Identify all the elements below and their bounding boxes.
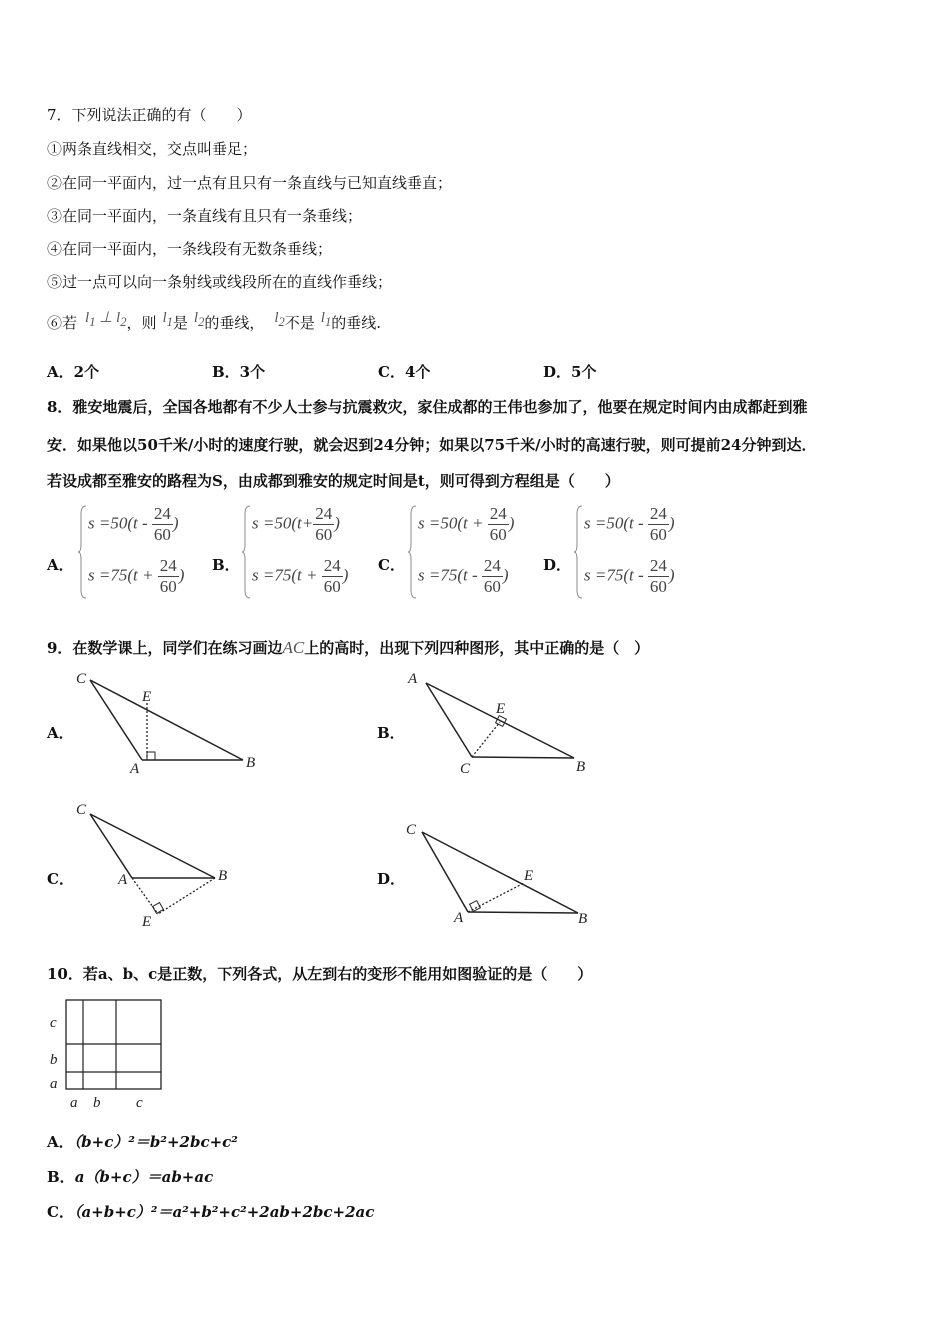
perp-symbol: ⊥ <box>99 310 113 326</box>
label-b: B <box>578 911 588 927</box>
frac-num: 24 <box>159 556 177 575</box>
q7-item-1: ①两条直线相交，交点叫垂足； <box>47 140 258 158</box>
q8-option-c-label[interactable]: C． <box>378 556 405 574</box>
label-e: E <box>496 701 506 717</box>
label-c: C <box>76 802 87 818</box>
q8-option-d-system[interactable] <box>574 504 699 602</box>
q10-option-c-text: （a+b+c）²＝a²+b²+c²+2ab+2bc+2ac <box>73 1203 375 1221</box>
frac-num: 24 <box>483 556 501 575</box>
q9-figure-b[interactable] <box>400 665 600 780</box>
q10-option-a-label: A． <box>47 1133 74 1151</box>
l2-subscript-2: 2 <box>198 315 205 329</box>
eq2-left: s =75(t - <box>418 565 482 585</box>
q7-item-6 <box>47 312 381 336</box>
q8-stem-line-2: 安．如果他以50千米/小时的速度行驶，就会迟到24分钟；如果以75千米/小时的高速行驶，则可提前24分钟到达． <box>47 436 817 454</box>
frac-num: 24 <box>153 504 171 523</box>
q9-figure-a[interactable] <box>70 665 270 780</box>
q10-option-a[interactable] <box>47 1131 238 1152</box>
eq1-left: s =50(t - <box>88 513 152 533</box>
label-e: E <box>142 689 152 705</box>
frac-num: 24 <box>315 504 333 523</box>
q10-option-c-label: C． <box>47 1203 74 1221</box>
q8-option-a-label[interactable]: A． <box>47 556 74 574</box>
q7-option-b[interactable]: B．3个 <box>212 363 266 381</box>
q7-option-a[interactable]: A．2个 <box>47 363 100 381</box>
q9-stem-post: 上的高时，出现下列四种图形，其中正确的是（ ） <box>304 639 650 657</box>
q8-stem-line-3: 若设成都至雅安的路程为S，由成都到雅安的规定时间是t，则可得到方程组是（ ） <box>47 472 620 490</box>
eq1-right: ) <box>508 513 515 533</box>
eq2-left: s =75(t + <box>88 565 158 585</box>
q7-item6-then: ，则 <box>126 314 157 332</box>
l1-subscript: 1 <box>89 315 96 329</box>
q9-option-c-label[interactable]: C． <box>47 870 74 888</box>
q8-option-a-system[interactable] <box>78 504 203 602</box>
l1-symbol-3: l <box>320 310 325 326</box>
frac-num: 24 <box>649 556 667 575</box>
q9-option-b-label[interactable]: B． <box>377 724 405 742</box>
label-a: A <box>130 761 140 777</box>
q9-figure-d[interactable] <box>400 812 600 927</box>
eq1-right: ) <box>334 513 340 533</box>
frac-den: 60 <box>153 525 171 544</box>
label-c: C <box>76 671 87 687</box>
eq1-left: s =50(t + <box>418 513 488 533</box>
frac-num: 24 <box>323 556 341 575</box>
frac-den: 60 <box>483 577 501 596</box>
eq1-left: s =50(t+ <box>252 513 314 533</box>
q7-item-5: ⑤过一点可以向一条射线或线段所在的直线作垂线； <box>47 273 393 291</box>
q7-item6-end: 的垂线. <box>331 314 381 332</box>
eq2-right: ) <box>178 565 185 585</box>
q7-item-3: ③在同一平面内，一条直线有且只有一条垂线； <box>47 207 363 225</box>
label-b: B <box>576 759 586 775</box>
frac-den: 60 <box>489 525 507 544</box>
grid-label-c-left: c <box>50 1015 57 1031</box>
label-c: C <box>460 761 471 777</box>
grid-label-a-left: a <box>50 1076 58 1092</box>
l1-symbol-2: l <box>162 310 167 326</box>
l2-symbol: l <box>116 310 121 326</box>
brace-icon <box>408 504 418 600</box>
label-a: A <box>118 872 128 888</box>
q7-item6-prefix: ⑥若 <box>47 314 78 332</box>
grid-label-c-bottom: c <box>136 1095 143 1111</box>
frac-num: 24 <box>649 504 667 523</box>
q7-item6-not: 不是 <box>284 314 315 332</box>
l2-symbol-2: l <box>193 310 199 326</box>
q9-option-a-label[interactable]: A． <box>47 724 74 742</box>
q7-item6-is: 是 <box>172 314 188 332</box>
label-b: B <box>246 755 256 771</box>
l1-subscript-3: 1 <box>324 315 332 329</box>
label-c: C <box>406 822 417 838</box>
brace-icon <box>242 504 252 600</box>
q7-stem: 7．下列说法正确的有（ ） <box>47 106 252 124</box>
q7-option-d[interactable]: D．5个 <box>543 363 597 381</box>
grid-label-b-left: b <box>50 1052 58 1068</box>
label-a: A <box>408 671 418 687</box>
q10-option-b-text: a（b+c）＝ab+ac <box>74 1168 214 1186</box>
q10-area-grid-figure <box>44 994 174 1114</box>
l1-subscript-2: 1 <box>166 315 173 329</box>
frac-den: 60 <box>323 577 341 596</box>
eq2-left: s =75(t + <box>252 565 322 585</box>
eq2-right: ) <box>502 565 509 585</box>
q7-item6-perpendicular: 的垂线， <box>204 314 265 332</box>
l2-subscript-3: 2 <box>278 315 285 329</box>
q10-option-a-text: （b+c）²＝b²+2bc+c² <box>73 1133 238 1151</box>
q7-item-4: ④在同一平面内，一条线段有无数条垂线； <box>47 240 333 258</box>
q9-stem <box>47 637 649 658</box>
frac-num: 24 <box>489 504 507 523</box>
q9-figure-c[interactable] <box>70 798 270 933</box>
eq1-left: s =50(t - <box>584 513 648 533</box>
l2-symbol-3: l <box>274 310 279 326</box>
q7-option-c[interactable]: C．4个 <box>378 363 431 381</box>
label-e: E <box>142 914 152 930</box>
grid-label-b-bottom: b <box>93 1095 101 1111</box>
q10-option-b-label: B． <box>47 1168 75 1186</box>
brace-icon <box>78 504 88 600</box>
q10-option-b[interactable] <box>47 1166 213 1187</box>
eq2-left: s =75(t - <box>584 565 648 585</box>
frac-den: 60 <box>315 525 333 544</box>
grid-label-a-bottom: a <box>70 1095 78 1111</box>
brace-icon <box>574 504 584 600</box>
l1-symbol: l <box>85 310 90 326</box>
q9-option-d-label[interactable]: D． <box>377 870 406 888</box>
q8-option-d-label[interactable]: D． <box>543 556 572 574</box>
l2-subscript: 2 <box>120 315 127 329</box>
q8-option-b-label[interactable]: B． <box>212 556 240 574</box>
q8-option-c-system[interactable] <box>408 504 533 602</box>
eq2-right: ) <box>668 565 675 585</box>
q10-stem: 10．若a、b、c是正数，下列各式，从左到右的变形不能用如图验证的是（ ） <box>47 965 593 983</box>
q9-stem-pre: 9．在数学课上，同学们在练习画边 <box>47 639 283 657</box>
label-e: E <box>524 868 534 884</box>
eq1-right: ) <box>172 513 179 533</box>
q8-stem-line-1: 8．雅安地震后，全国各地都有不少人士参与抗震救灾，家住成都的王伟也参加了，他要在规定时间内由成都赶到雅 <box>47 398 808 416</box>
q10-option-c[interactable] <box>47 1201 374 1222</box>
q9-stem-math: AC <box>282 638 305 657</box>
q8-option-b-system[interactable] <box>242 504 367 602</box>
eq2-right: ) <box>342 565 349 585</box>
frac-den: 60 <box>649 525 667 544</box>
label-a: A <box>454 910 464 926</box>
frac-den: 60 <box>159 577 177 596</box>
label-b: B <box>218 868 228 884</box>
frac-den: 60 <box>649 577 667 596</box>
eq1-right: ) <box>668 513 675 533</box>
q7-item-2: ②在同一平面内，过一点有且只有一条直线与已知直线垂直； <box>47 174 453 192</box>
